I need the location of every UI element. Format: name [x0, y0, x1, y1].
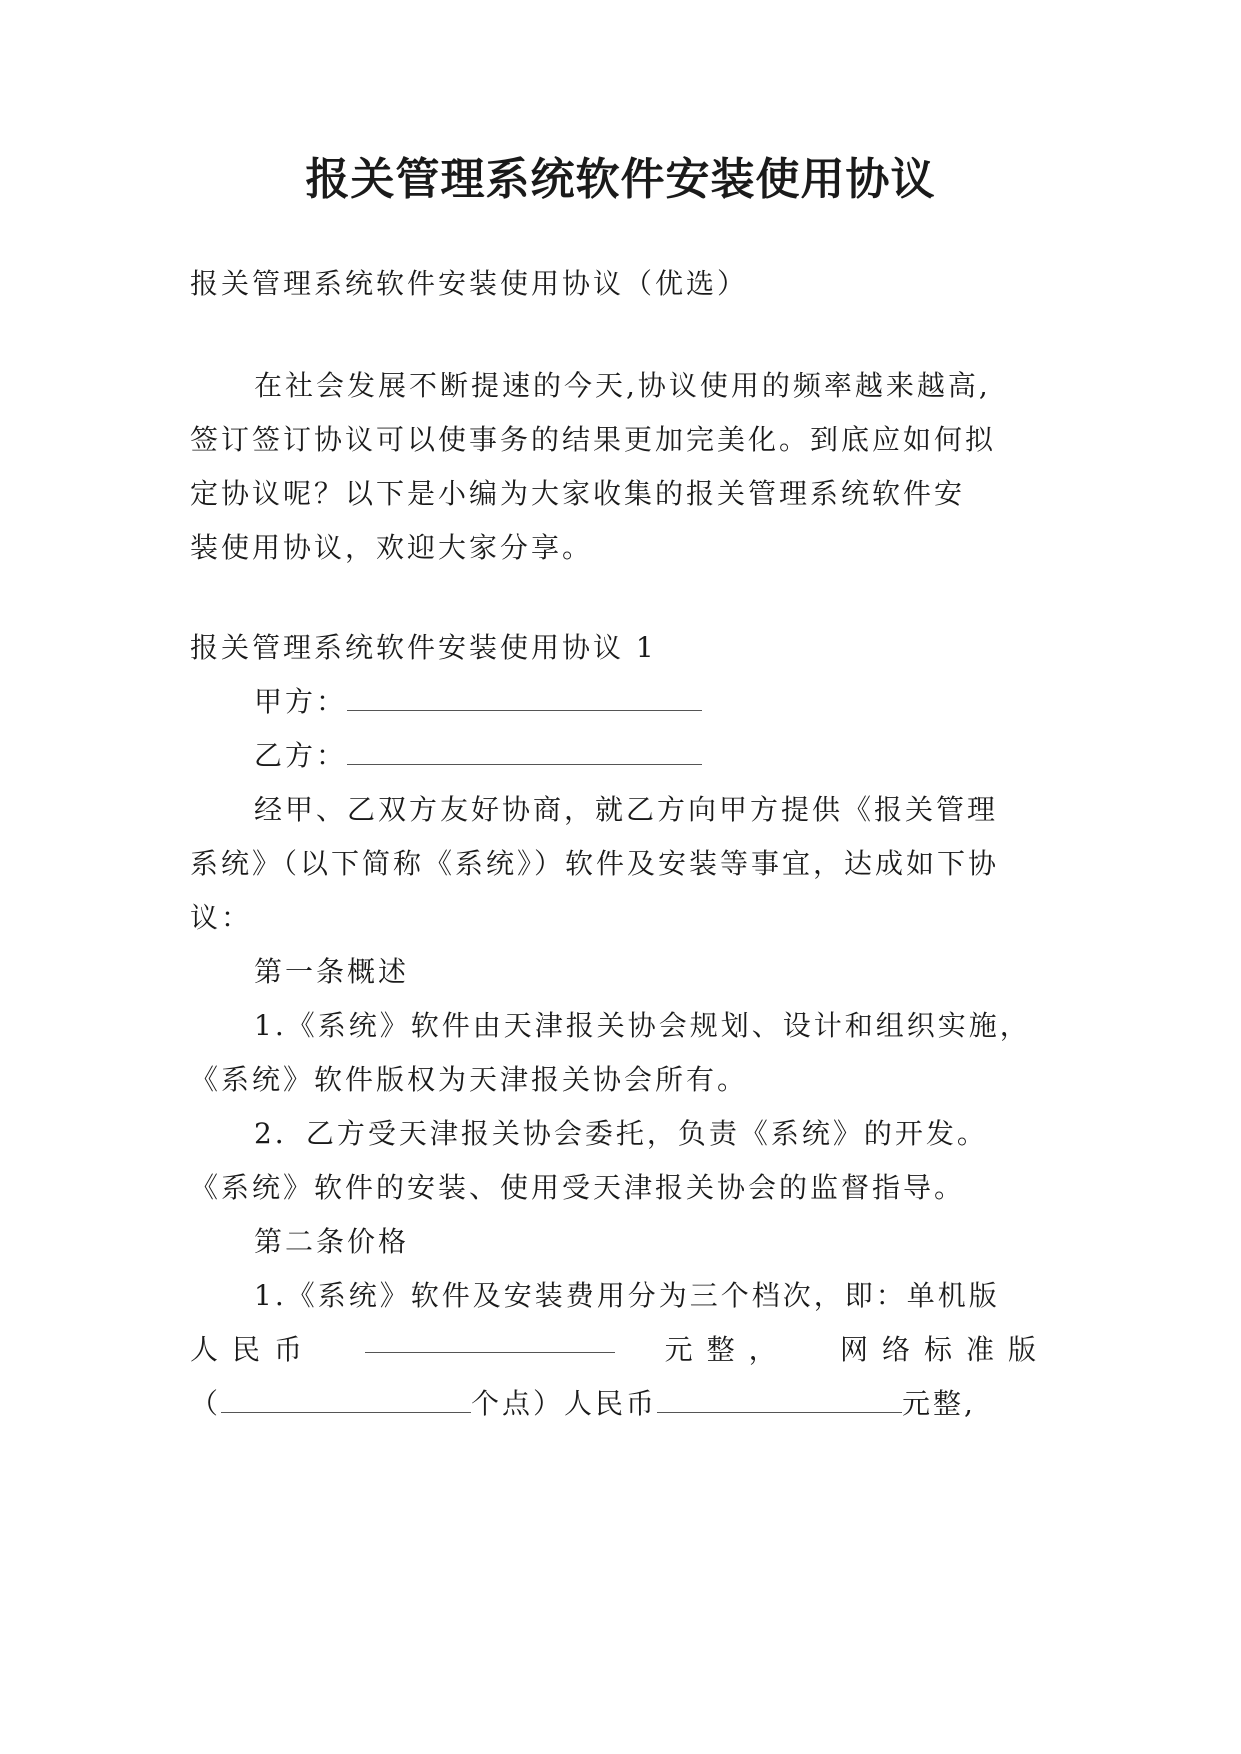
price-unit-standalone: 元整，: [664, 1333, 791, 1366]
price-label-standalone: 人民币: [190, 1333, 317, 1366]
article-2-item-1-line-2: [190, 1330, 1050, 1370]
preamble-line-2: 系统》（以下简称《系统》）软件及安装等事宜，达成如下协: [190, 847, 1000, 880]
party-b-line: [254, 736, 1114, 776]
preamble-line-3: 议：: [190, 901, 253, 934]
points-price-label: 个点）人民币: [471, 1387, 658, 1420]
network-standard-label: 网络标准版: [839, 1333, 1050, 1366]
intro-line-3: 定协议呢？以下是小编为大家收集的报关管理系统软件安: [190, 477, 966, 510]
article-2-heading: 第二条价格: [254, 1225, 410, 1258]
intro-line-1: 在社会发展不断提速的今天,协议使用的频率越来越高,: [254, 369, 991, 402]
article-1-item-1-line-2: 《系统》软件版权为天津报关协会所有。: [190, 1063, 749, 1096]
article-1-heading: 第一条概述: [254, 955, 410, 988]
price-blank-standalone: [365, 1330, 615, 1353]
article-2-item-1-line-1: 1.《系统》软件及安装费用分为三个档次，即：单机版: [254, 1279, 1000, 1312]
preamble-line-1: 经甲、乙双方友好协商，就乙方向甲方提供《报关管理: [254, 793, 999, 826]
party-a-blank: [347, 688, 702, 711]
document-title: 报关管理系统软件安装使用协议: [305, 154, 936, 205]
intro-line-4: 装使用协议，欢迎大家分享。: [190, 531, 594, 564]
article-1-item-2-line-1: 2．乙方受天津报关协会委托，负责《系统》的开发。: [254, 1117, 988, 1150]
price-unit-network: 元整,: [902, 1387, 976, 1420]
article-1-item-2-line-2: 《系统》软件的安装、使用受天津报关协会的监督指导。: [190, 1171, 966, 1204]
section-heading: 报关管理系统软件安装使用协议 1: [190, 631, 657, 664]
document-subtitle: 报关管理系统软件安装使用协议（优选）: [190, 267, 749, 300]
points-blank: [221, 1390, 471, 1413]
party-b-label: 乙方：: [254, 739, 348, 772]
open-paren: （: [190, 1387, 222, 1420]
party-a-line: [254, 682, 1114, 722]
article-1-item-1-line-1: 1.《系统》软件由天津报关协会规划、设计和组织实施，: [254, 1009, 1031, 1042]
party-b-blank: [347, 742, 702, 765]
price-blank-network: [657, 1390, 902, 1413]
intro-line-2: 签订签订协议可以使事务的结果更加完美化。到底应如何拟: [190, 423, 997, 456]
article-2-item-1-line-3: [190, 1384, 1050, 1424]
party-a-label: 甲方：: [254, 685, 348, 718]
